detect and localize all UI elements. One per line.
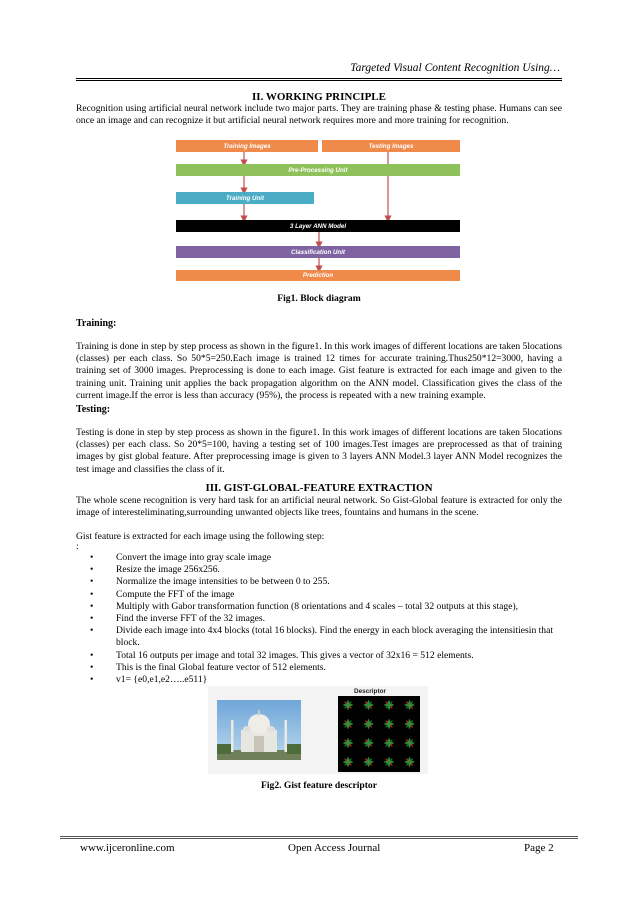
gist-step-text: Find the inverse FFT of the 32 images. [116,613,266,625]
gist-step-item [86,674,562,686]
descriptor-label: Descriptor [354,688,386,695]
bullet-dot: • [90,661,94,673]
descriptor-cell [343,757,353,767]
footer-website: www.ijceronline.com [80,842,175,854]
descriptor-cell [364,738,374,748]
gist-step-text: This is the final Global feature vector of 512 elements. [116,661,326,673]
section-2-intro: Recognition using artificial neural network include two major parts. They are training phase & testing phase. Humans can see once an image and can recognize it but artificial neural network requires more and more training for recognition. [76,103,562,127]
bullet-dot: • [90,552,94,563]
descriptor-cell [384,757,394,767]
steps-colon: : [76,541,79,552]
taj-mahal-image [217,700,301,760]
descriptor-cell [405,757,415,767]
footer-rule [60,836,578,837]
descriptor-cell [364,700,374,710]
gist-step-item [86,625,562,649]
descriptor-cell [405,700,415,710]
bullet-dot: • [90,649,94,661]
bullet-dot: • [90,564,94,576]
descriptor-cell [343,719,353,729]
testing-paragraph: Testing is done in step by step process as shown in the figure1. In this work images of different locations are taken 5locations (classes) per each class. So 20*5=100, having a testing set of 100 images.Test images are preprocessed as that of training images by gist global feature. After preprocessing image is given to 3 layers ANN Model.3 layer ANN Model recognizes the test image and classifies the class of it. [76,427,562,475]
descriptor-cell [384,719,394,729]
section-2-title: II. WORKING PRINCIPLE [252,91,386,103]
gist-step-item [86,650,562,662]
gist-descriptor-figure [208,686,428,774]
gist-step-text: Convert the image into gray scale image [116,552,272,563]
bullet-dot: • [90,613,94,625]
gist-step-item [86,576,562,588]
gist-step-text: Multiply with Gabor transformation function (8 orientations and 4 scales – total 32 outputs at this stage), [116,600,519,612]
block-diagram [172,136,466,282]
fig1-caption: Fig1. Block diagram [277,293,361,304]
training-unit-block: Training Unit [176,192,314,204]
testing-images-block: Testing Images [322,140,460,152]
training-paragraph: Training is done in step by step process as shown in the figure1. In this work images of different locations are taken 5locations (classes) per each class. So 50*5=250.Each image is trained 12 times for accurate training.Thus250*12=3000, having a training set of 3000 images. Preprocessing is done to each image. Gist feature is extracted for each image and given to the training unit. Training unit applies the back propagation algorithm on the ANN model. Classification gives the class of the current image.If the error is less than accuracy (95%), the process is repeated with a new training example. [76,341,562,401]
ann-model-block: 3 Layer ANN Model [176,220,460,232]
bullet-dot: • [90,625,94,637]
gist-step-text: Total 16 outputs per image and total 32 images. This gives a vector of 32x16 = 512 elements. [116,649,474,661]
gist-step-item [86,662,562,674]
gist-step-text: Resize the image 256x256. [116,564,220,576]
footer-page-number: Page 2 [524,842,554,854]
descriptor-cell [384,738,394,748]
training-images-block: Training Images [176,140,318,152]
preprocessing-unit-block: Pre-Processing Unit [176,164,460,176]
descriptor-cell [343,738,353,748]
gist-step-text: v1= {e0,e1,e2…..e511} [116,674,208,686]
header-rule [76,78,562,79]
header-rule-double [76,80,562,81]
classification-unit-block: Classification Unit [176,246,460,258]
testing-heading: Testing: [76,404,111,415]
block-diagram-arrows [172,136,466,282]
prediction-block: Prediction [176,270,460,281]
descriptor-cell [343,700,353,710]
gist-step-text: Normalize the image intensities to be between 0 to 255. [116,576,330,588]
fig2-caption: Fig2. Gist feature descriptor [261,780,377,791]
descriptor-image [338,696,420,772]
section-3-title: III. GIST-GLOBAL-FEATURE EXTRACTION [205,482,433,494]
footer-journal: Open Access Journal [288,842,381,854]
gist-step-text: Divide each image into 4x4 blocks (total 16 blocks). Find the energy in each block averaging the intensitiesin that block. [116,625,554,649]
bullet-dot: • [90,588,94,600]
footer-rule-double [60,838,578,839]
gist-steps-list [86,552,562,686]
descriptor-cell [405,719,415,729]
running-header: Targeted Visual Content Recognition Using… [350,62,560,74]
gist-step-text: Compute the FFT of the image [116,588,235,600]
section-3-intro: The whole scene recognition is very hard task for an artificial neural network. So Gist-Global feature is extracted for only the image of interesteliminating,surrounding unwanted objects like trees, fountains and humans in the scene. [76,495,562,519]
gist-step-item [86,601,562,613]
descriptor-cell [364,719,374,729]
descriptor-cell [384,700,394,710]
gist-step-item [86,552,562,564]
bullet-dot: • [90,600,94,612]
bullet-dot: • [90,576,94,588]
gist-step-item [86,613,562,625]
training-heading: Training: [76,318,117,329]
gist-step-item [86,564,562,576]
descriptor-cell [364,757,374,767]
steps-intro: Gist feature is extracted for each image using the following step: [76,531,325,542]
descriptor-cell [405,738,415,748]
bullet-dot: • [90,674,94,686]
gist-step-item [86,589,562,601]
